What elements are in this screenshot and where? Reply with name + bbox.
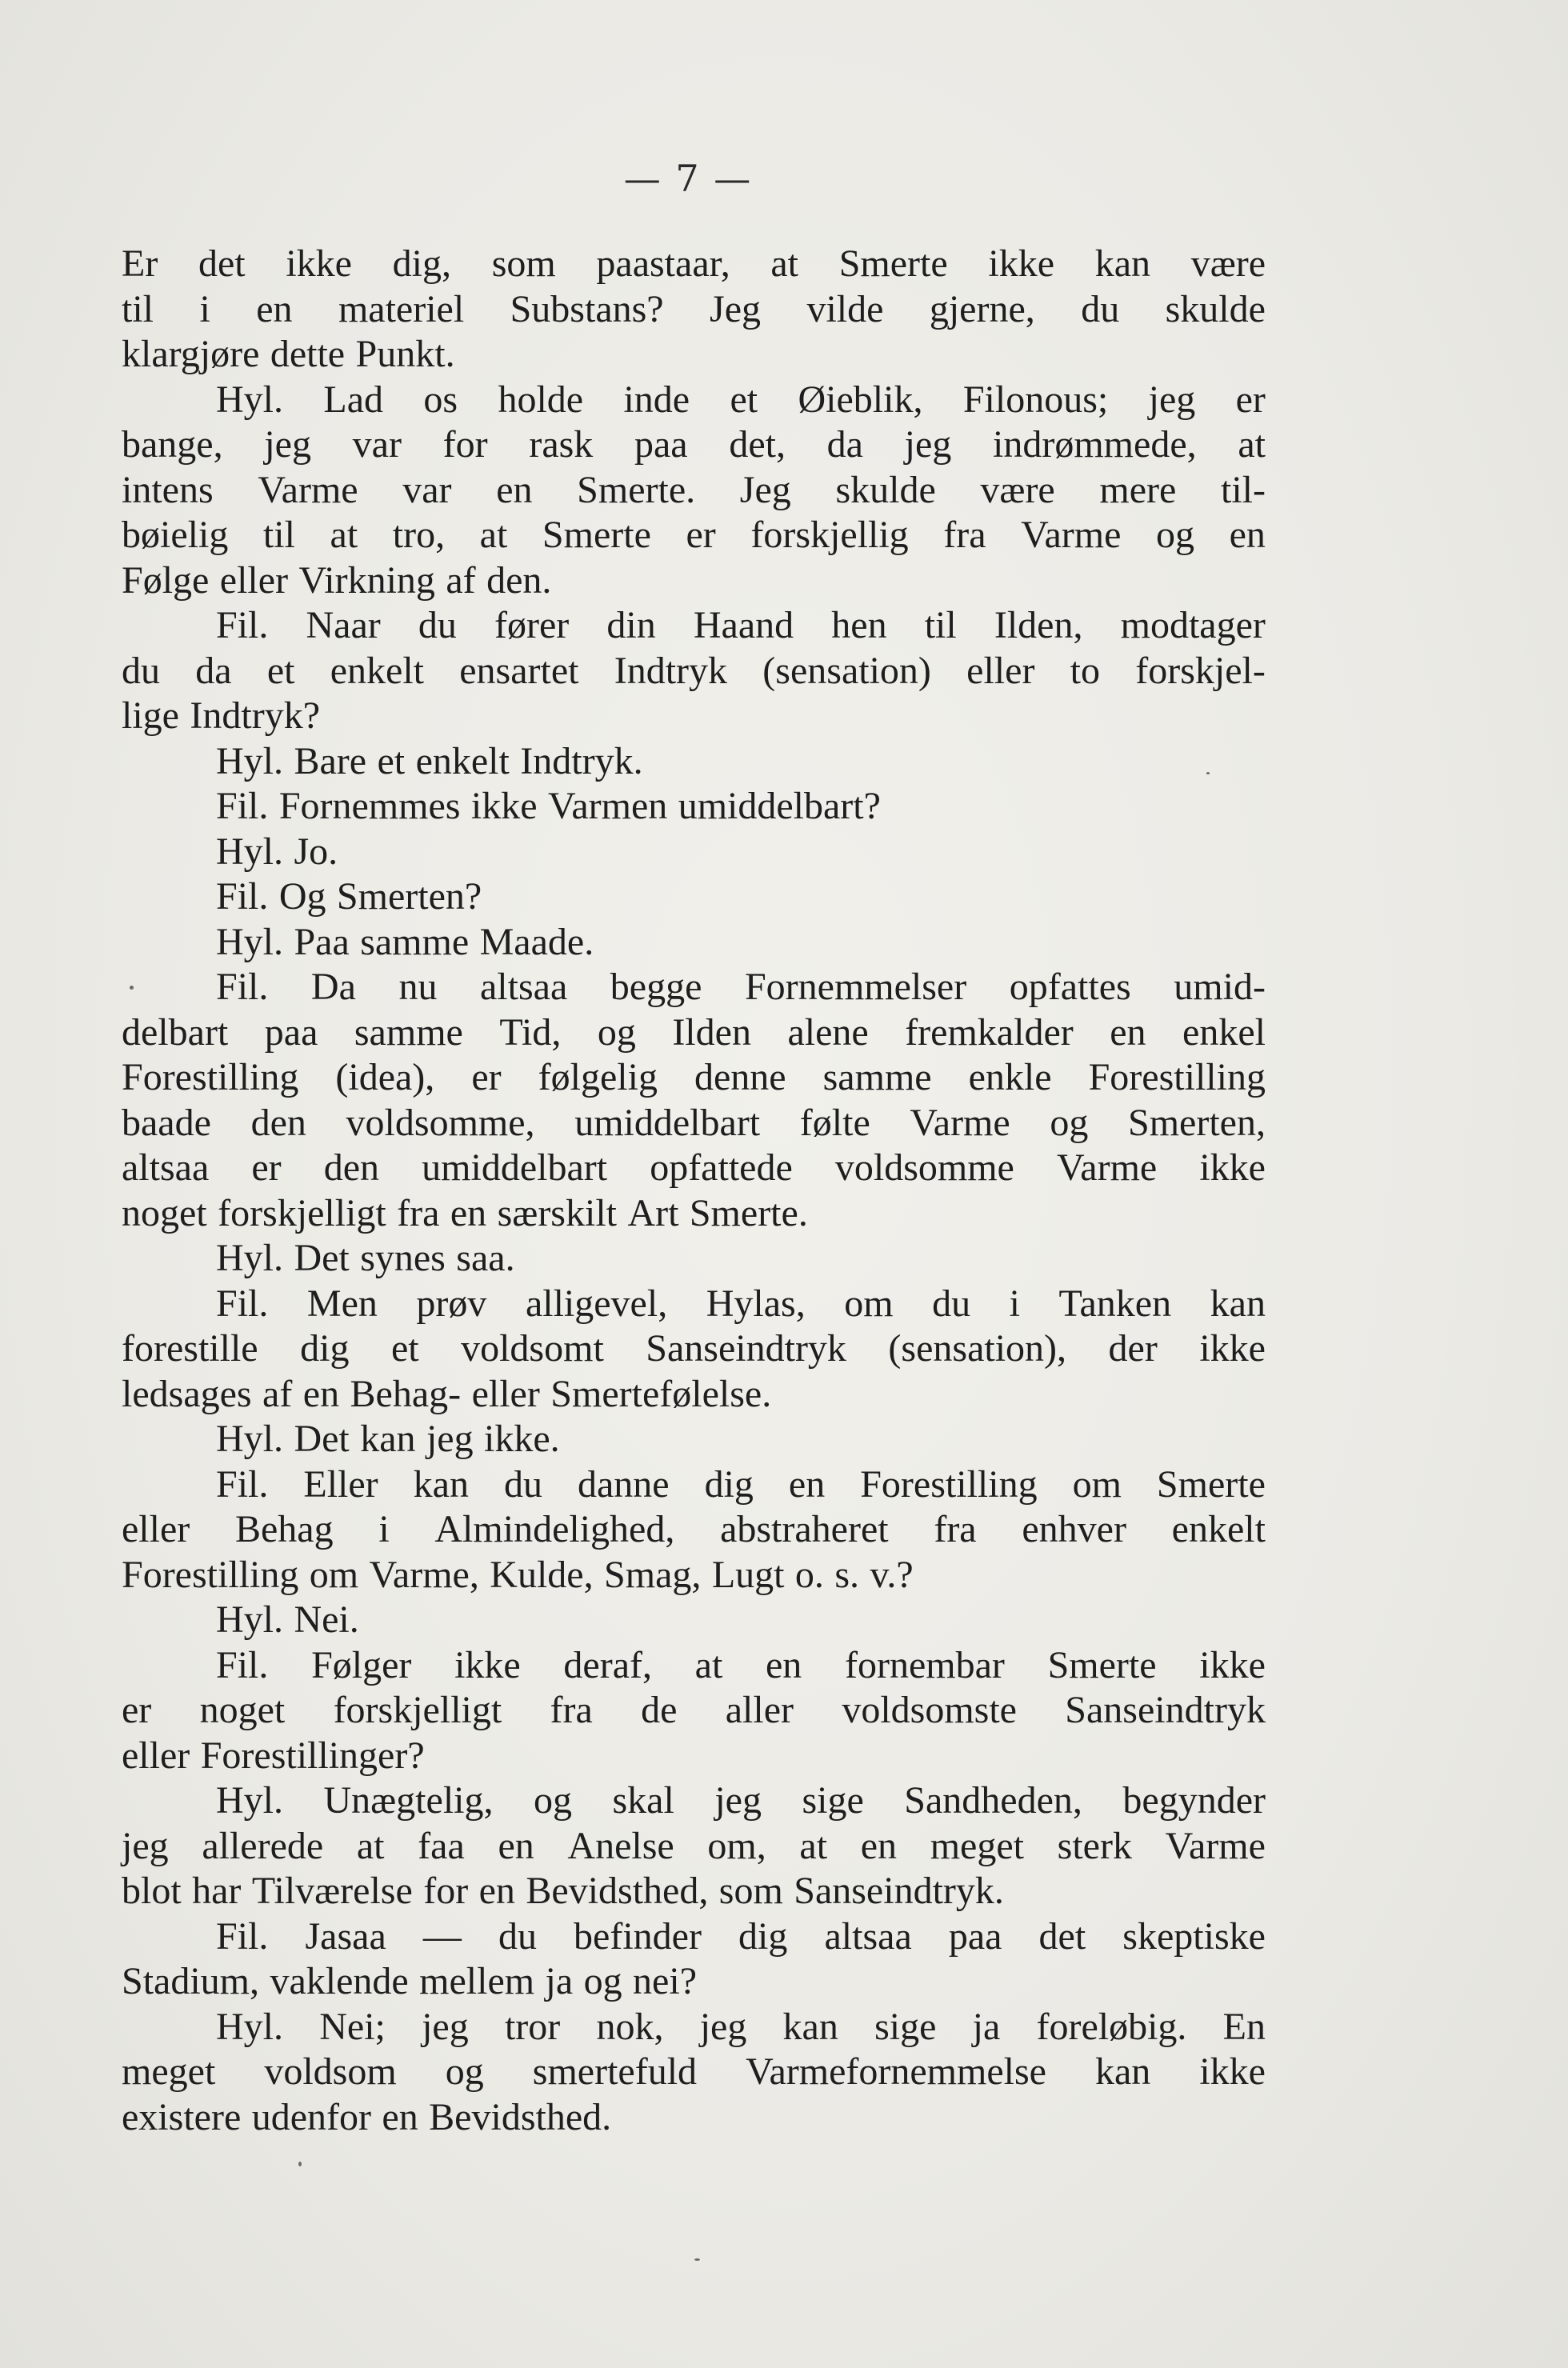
text-line: Forestilling om Varme, Kulde, Smag, Lugt o. s. v.? [122,1553,914,1596]
page-number: — 7 — [623,157,753,200]
scan-speck [298,2162,302,2166]
text-line: eller Forestillinger? [122,1734,425,1777]
text-line: baade den voldsomme, umiddelbart følte Varme og Smerten, [122,1101,1266,1144]
text-line: existere udenfor en Bevidsthed. [122,2095,612,2138]
text-line: Fil. Og Smerten? [216,875,482,918]
text-line: intens Varme var en Smerte. Jeg skulde være mere til- [122,468,1266,511]
text-line: Fil. Naar du fører din Haand hen til Ilden, modtager [216,604,1266,646]
text-line: blot har Tilværelse for en Bevidsthed, som Sanseindtryk. [122,1870,1004,1912]
text-line: noget forskjelligt fra en særskilt Art Smerte. [122,1191,808,1234]
text-line: Hyl. Bare et enkelt Indtryk. [216,739,643,782]
text-line: jeg allerede at faa en Anelse om, at en meget sterk Varme [122,1824,1266,1867]
text-line: bange, jeg var for rask paa det, da jeg indrømmede, at [122,423,1266,466]
text-line: Forestilling (idea), er følgelig denne samme enkle Forestilling [122,1056,1266,1098]
scan-speck [130,986,134,990]
text-line: Hyl. Paa samme Maade. [216,920,594,963]
text-line: forestille dig et voldsomt Sanseindtryk (sensation), der ikke [122,1327,1266,1370]
text-line: Fil. Men prøv alligevel, Hylas, om du i Tanken kan [216,1282,1266,1325]
body-text [122,242,1266,2140]
text-line: Hyl. Nei. [216,1598,359,1641]
text-line: meget voldsom og smertefuld Varmefornemmelse kan ikke [122,2050,1266,2093]
text-line: delbart paa samme Tid, og Ilden alene fremkalder en enkel [122,1010,1266,1054]
text-line: du da et enkelt ensartet Indtryk (sensation) eller to forskjel- [122,649,1266,692]
text-line: Hyl. Unægtelig, og skal jeg sige Sandheden, begynder [216,1779,1266,1822]
text-line: Hyl. Lad os holde inde et Øieblik, Filonous; jeg er [216,378,1266,421]
text-line: Hyl. Nei; jeg tror nok, jeg kan sige ja foreløbig. En [216,2005,1266,2048]
text-line: klargjøre dette Punkt. [122,333,455,375]
text-line: ledsages af en Behag- eller Smertefølelse. [122,1372,772,1415]
text-line: til i en materiel Substans? Jeg vilde gjerne, du skulde [122,287,1266,330]
text-line: Hyl. Det kan jeg ikke. [216,1418,560,1460]
scan-speck [694,2258,700,2261]
text-line: Fil. Følger ikke deraf, at en fornembar Smerte ikke [216,1643,1266,1686]
text-line: Stadium, vaklende mellem ja og nei? [122,1960,697,2002]
text-line: eller Behag i Almindelighed, abstraheret fra enhver enkelt [122,1508,1266,1550]
text-line: Fil. Eller kan du danne dig en Forestilling om Smerte [216,1462,1266,1506]
text-line: er noget forskjelligt fra de aller voldsomste Sanseindtryk [122,1689,1266,1731]
scan-speck [1206,772,1210,774]
text-line: lige Indtryk? [122,694,321,737]
text-line: Fil. Fornemmes ikke Varmen umiddelbart? [216,785,881,827]
text-line: Hyl. Det synes saa. [216,1237,515,1279]
text-line: altsaa er den umiddelbart opfattede voldsomme Varme ikke [122,1146,1266,1189]
text-line: Er det ikke dig, som paastaar, at Smerte ikke kan være [122,242,1266,285]
text-line: Hyl. Jo. [216,830,338,873]
text-line: bøielig til at tro, at Smerte er forskjellig fra Varme og en [122,514,1266,556]
text-line: Følge eller Virkning af den. [122,558,552,602]
text-line: Fil. Jasaa — du befinder dig altsaa paa det skeptiske [216,1914,1266,1958]
text-line: Fil. Da nu altsaa begge Fornemmelser opfattes umid- [216,966,1266,1008]
